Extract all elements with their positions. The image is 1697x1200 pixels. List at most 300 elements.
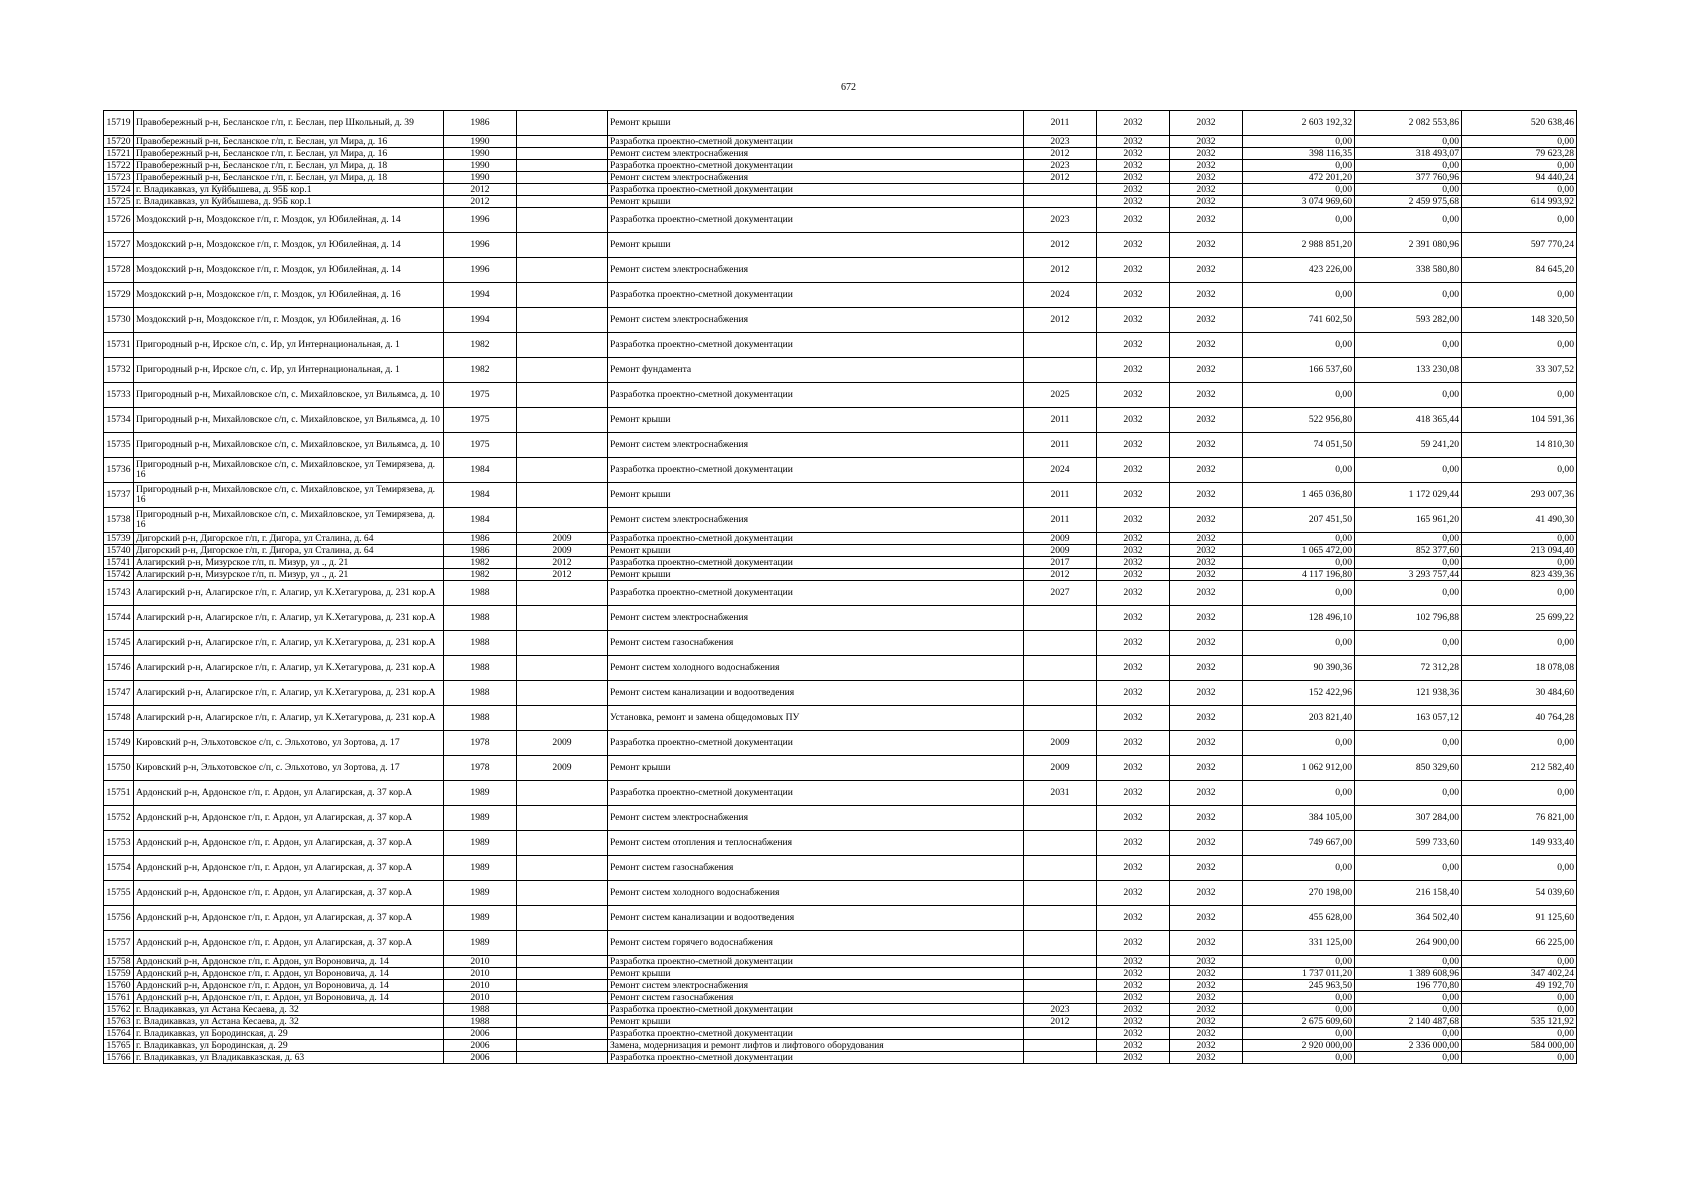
cell-plan-year-to: 2032: [1170, 1004, 1243, 1016]
cell-work-type: Разработка проектно-сметной документации: [608, 383, 1024, 408]
cell-cost-owners: 347 402,24: [1462, 968, 1577, 980]
cell-cost-total: 0,00: [1243, 136, 1355, 148]
cell-address: Ардонский р-н, Ардонское г/п, г. Ардон, ул Алагирская, д. 37 кор.А: [134, 906, 444, 931]
cell-cost-total: 0,00: [1243, 781, 1355, 806]
cell-cost-total: 398 116,35: [1243, 148, 1355, 160]
cell-cost-owners: 213 094,40: [1462, 545, 1577, 557]
cell-work-type: Ремонт систем электроснабжения: [608, 148, 1024, 160]
cell-cost-owners: 0,00: [1462, 283, 1577, 308]
cell-cost-fund: 2 459 975,68: [1355, 196, 1462, 208]
cell-work-type: Разработка проектно-сметной документации: [608, 283, 1024, 308]
cell-address: г. Владикавказ, ул Бородинская, д. 29: [134, 1040, 444, 1052]
cell-year-built: 1984: [444, 508, 517, 533]
cell-record-number: 15764: [104, 1028, 134, 1040]
cell-year-overhaul: [517, 656, 608, 681]
cell-cost-owners: 520 638,46: [1462, 111, 1577, 136]
cell-address: Пригородный р-н, Михайловское с/п, с. Михайловское, ул Темирязева, д. 16: [134, 483, 444, 508]
cell-cost-total: 0,00: [1243, 1028, 1355, 1040]
cell-cost-fund: 0,00: [1355, 1052, 1462, 1064]
cell-plan-year-from: 2032: [1097, 569, 1170, 581]
cell-plan-year-from: 2032: [1097, 408, 1170, 433]
cell-cost-total: 0,00: [1243, 992, 1355, 1004]
table-row: [104, 906, 1577, 931]
cell-cost-owners: 66 225,00: [1462, 931, 1577, 956]
cell-plan-year-from: 2032: [1097, 508, 1170, 533]
cell-record-number: 15743: [104, 581, 134, 606]
cell-cost-total: 0,00: [1243, 731, 1355, 756]
cell-year-previous: 2012: [1024, 148, 1097, 160]
cell-address: Ардонский р-н, Ардонское г/п, г. Ардон, ул Алагирская, д. 37 кор.А: [134, 931, 444, 956]
cell-record-number: 15737: [104, 483, 134, 508]
cell-plan-year-to: 2032: [1170, 308, 1243, 333]
cell-cost-fund: 59 241,20: [1355, 433, 1462, 458]
table-row: [104, 233, 1577, 258]
cell-plan-year-from: 2032: [1097, 136, 1170, 148]
cell-year-previous: [1024, 906, 1097, 931]
cell-plan-year-to: 2032: [1170, 992, 1243, 1004]
cell-plan-year-from: 2032: [1097, 258, 1170, 283]
cell-plan-year-to: 2032: [1170, 383, 1243, 408]
cell-cost-owners: 584 000,00: [1462, 1040, 1577, 1052]
table-row: [104, 992, 1577, 1004]
cell-plan-year-to: 2032: [1170, 533, 1243, 545]
table-row: [104, 569, 1577, 581]
cell-year-built: 1982: [444, 557, 517, 569]
cell-work-type: Разработка проектно-сметной документации: [608, 1028, 1024, 1040]
cell-cost-total: 0,00: [1243, 1004, 1355, 1016]
cell-work-type: Ремонт фундамента: [608, 358, 1024, 383]
cell-record-number: 15753: [104, 831, 134, 856]
cell-cost-total: 4 117 196,80: [1243, 569, 1355, 581]
cell-cost-fund: 196 770,80: [1355, 980, 1462, 992]
cell-record-number: 15726: [104, 208, 134, 233]
cell-cost-owners: 0,00: [1462, 731, 1577, 756]
cell-cost-total: 0,00: [1243, 581, 1355, 606]
cell-year-previous: 2009: [1024, 756, 1097, 781]
cell-year-previous: 2011: [1024, 408, 1097, 433]
cell-year-built: 1996: [444, 208, 517, 233]
cell-work-type: Разработка проектно-сметной документации: [608, 1004, 1024, 1016]
cell-work-type: Ремонт крыши: [608, 233, 1024, 258]
cell-work-type: Ремонт систем электроснабжения: [608, 258, 1024, 283]
cell-year-overhaul: 2009: [517, 533, 608, 545]
cell-cost-fund: 364 502,40: [1355, 906, 1462, 931]
table-row: [104, 856, 1577, 881]
cell-cost-total: 0,00: [1243, 1052, 1355, 1064]
cell-cost-owners: 0,00: [1462, 992, 1577, 1004]
cell-plan-year-from: 2032: [1097, 483, 1170, 508]
table-row: [104, 581, 1577, 606]
table-row: [104, 1004, 1577, 1016]
cell-work-type: Замена, модернизация и ремонт лифтов и лифтового оборудования: [608, 1040, 1024, 1052]
cell-plan-year-from: 2032: [1097, 856, 1170, 881]
cell-plan-year-from: 2032: [1097, 533, 1170, 545]
cell-plan-year-to: 2032: [1170, 333, 1243, 358]
cell-record-number: 15740: [104, 545, 134, 557]
cell-year-overhaul: 2009: [517, 731, 608, 756]
cell-cost-owners: 0,00: [1462, 1004, 1577, 1016]
cell-plan-year-to: 2032: [1170, 881, 1243, 906]
cell-year-previous: 2012: [1024, 1016, 1097, 1028]
table-row: [104, 1040, 1577, 1052]
cell-year-overhaul: [517, 968, 608, 980]
cell-address: Моздокский р-н, Моздокское г/п, г. Моздок, ул Юбилейная, д. 16: [134, 283, 444, 308]
cell-record-number: 15735: [104, 433, 134, 458]
cell-record-number: 15755: [104, 881, 134, 906]
cell-year-overhaul: [517, 881, 608, 906]
cell-cost-owners: 41 490,30: [1462, 508, 1577, 533]
cell-work-type: Ремонт крыши: [608, 483, 1024, 508]
cell-plan-year-from: 2032: [1097, 992, 1170, 1004]
repair-program-table: [103, 110, 1577, 1064]
cell-cost-owners: 0,00: [1462, 383, 1577, 408]
cell-cost-total: 0,00: [1243, 557, 1355, 569]
cell-year-built: 1989: [444, 881, 517, 906]
cell-year-previous: 2011: [1024, 111, 1097, 136]
cell-year-built: 1989: [444, 831, 517, 856]
cell-address: Алагирский р-н, Алагирское г/п, г. Алагир, ул К.Хетагурова, д. 231 кор.А: [134, 656, 444, 681]
cell-year-overhaul: [517, 458, 608, 483]
cell-record-number: 15725: [104, 196, 134, 208]
cell-work-type: Разработка проектно-сметной документации: [608, 333, 1024, 358]
cell-work-type: Разработка проектно-сметной документации: [608, 458, 1024, 483]
cell-year-previous: 2023: [1024, 160, 1097, 172]
cell-year-previous: 2012: [1024, 172, 1097, 184]
cell-year-overhaul: [517, 606, 608, 631]
cell-work-type: Разработка проектно-сметной документации: [608, 557, 1024, 569]
cell-cost-fund: 2 140 487,68: [1355, 1016, 1462, 1028]
cell-record-number: 15733: [104, 383, 134, 408]
cell-plan-year-to: 2032: [1170, 136, 1243, 148]
cell-address: Правобережный р-н, Бесланское г/п, г. Беслан, ул Мира, д. 18: [134, 160, 444, 172]
cell-cost-total: 90 390,36: [1243, 656, 1355, 681]
cell-year-built: 1975: [444, 383, 517, 408]
cell-record-number: 15744: [104, 606, 134, 631]
cell-year-overhaul: [517, 1016, 608, 1028]
cell-cost-total: 1 062 912,00: [1243, 756, 1355, 781]
cell-cost-owners: 0,00: [1462, 1028, 1577, 1040]
cell-record-number: 15734: [104, 408, 134, 433]
cell-address: Моздокский р-н, Моздокское г/п, г. Моздок, ул Юбилейная, д. 14: [134, 208, 444, 233]
cell-plan-year-from: 2032: [1097, 433, 1170, 458]
cell-plan-year-to: 2032: [1170, 956, 1243, 968]
cell-plan-year-to: 2032: [1170, 781, 1243, 806]
cell-cost-fund: 264 900,00: [1355, 931, 1462, 956]
cell-work-type: Ремонт систем газоснабжения: [608, 856, 1024, 881]
cell-year-previous: [1024, 1052, 1097, 1064]
cell-year-built: 2006: [444, 1040, 517, 1052]
cell-cost-total: 203 821,40: [1243, 706, 1355, 731]
cell-record-number: 15751: [104, 781, 134, 806]
cell-record-number: 15721: [104, 148, 134, 160]
cell-cost-owners: 0,00: [1462, 333, 1577, 358]
cell-plan-year-to: 2032: [1170, 111, 1243, 136]
cell-address: г. Владикавказ, ул Бородинская, д. 29: [134, 1028, 444, 1040]
table-row: [104, 408, 1577, 433]
table-row: [104, 172, 1577, 184]
cell-year-built: 1988: [444, 1004, 517, 1016]
cell-cost-owners: 293 007,36: [1462, 483, 1577, 508]
table-row: [104, 184, 1577, 196]
cell-year-overhaul: [517, 508, 608, 533]
cell-work-type: Ремонт систем электроснабжения: [608, 308, 1024, 333]
cell-record-number: 15719: [104, 111, 134, 136]
cell-work-type: Разработка проектно-сметной документации: [608, 731, 1024, 756]
cell-cost-total: 0,00: [1243, 383, 1355, 408]
cell-cost-owners: 76 821,00: [1462, 806, 1577, 831]
cell-plan-year-from: 2032: [1097, 383, 1170, 408]
cell-work-type: Ремонт крыши: [608, 111, 1024, 136]
cell-plan-year-to: 2032: [1170, 681, 1243, 706]
cell-plan-year-from: 2032: [1097, 208, 1170, 233]
cell-year-built: 2012: [444, 196, 517, 208]
cell-year-previous: [1024, 856, 1097, 881]
table-row: [104, 956, 1577, 968]
cell-year-overhaul: [517, 308, 608, 333]
cell-year-built: 1989: [444, 806, 517, 831]
table-row: [104, 731, 1577, 756]
cell-cost-fund: 377 760,96: [1355, 172, 1462, 184]
cell-cost-fund: 850 329,60: [1355, 756, 1462, 781]
cell-year-overhaul: [517, 1028, 608, 1040]
cell-plan-year-to: 2032: [1170, 631, 1243, 656]
cell-address: Правобережный р-н, Бесланское г/п, г. Беслан, ул Мира, д. 18: [134, 172, 444, 184]
cell-plan-year-to: 2032: [1170, 1028, 1243, 1040]
cell-work-type: Ремонт крыши: [608, 196, 1024, 208]
cell-year-built: 1996: [444, 233, 517, 258]
cell-year-overhaul: [517, 172, 608, 184]
table-row: [104, 606, 1577, 631]
cell-cost-fund: 0,00: [1355, 956, 1462, 968]
cell-year-overhaul: [517, 433, 608, 458]
cell-plan-year-to: 2032: [1170, 508, 1243, 533]
table-row: [104, 483, 1577, 508]
cell-year-built: 1986: [444, 533, 517, 545]
cell-year-previous: [1024, 980, 1097, 992]
cell-plan-year-from: 2032: [1097, 1016, 1170, 1028]
cell-year-overhaul: [517, 1004, 608, 1016]
cell-record-number: 15747: [104, 681, 134, 706]
cell-year-overhaul: [517, 1040, 608, 1052]
cell-year-built: 2012: [444, 184, 517, 196]
cell-cost-fund: 1 172 029,44: [1355, 483, 1462, 508]
cell-year-overhaul: [517, 631, 608, 656]
cell-record-number: 15722: [104, 160, 134, 172]
cell-year-built: 1982: [444, 358, 517, 383]
table-row: [104, 333, 1577, 358]
cell-work-type: Ремонт крыши: [608, 569, 1024, 581]
cell-record-number: 15760: [104, 980, 134, 992]
table-row: [104, 980, 1577, 992]
cell-cost-total: 74 051,50: [1243, 433, 1355, 458]
cell-year-overhaul: [517, 148, 608, 160]
cell-cost-total: 3 074 969,60: [1243, 196, 1355, 208]
cell-cost-total: 0,00: [1243, 160, 1355, 172]
cell-year-overhaul: [517, 906, 608, 931]
cell-year-previous: 2009: [1024, 545, 1097, 557]
cell-year-previous: [1024, 333, 1097, 358]
cell-cost-fund: 318 493,07: [1355, 148, 1462, 160]
cell-year-previous: [1024, 956, 1097, 968]
cell-year-overhaul: [517, 111, 608, 136]
cell-year-previous: [1024, 968, 1097, 980]
cell-year-overhaul: 2009: [517, 545, 608, 557]
cell-cost-owners: 0,00: [1462, 956, 1577, 968]
cell-address: Ардонский р-н, Ардонское г/п, г. Ардон, ул Алагирская, д. 37 кор.А: [134, 781, 444, 806]
cell-cost-fund: 307 284,00: [1355, 806, 1462, 831]
cell-cost-fund: 0,00: [1355, 160, 1462, 172]
cell-plan-year-from: 2032: [1097, 831, 1170, 856]
cell-cost-fund: 0,00: [1355, 383, 1462, 408]
cell-address: Моздокский р-н, Моздокское г/п, г. Моздок, ул Юбилейная, д. 16: [134, 308, 444, 333]
cell-plan-year-to: 2032: [1170, 283, 1243, 308]
cell-year-previous: 2031: [1024, 781, 1097, 806]
cell-address: г. Владикавказ, ул Куйбышева, д. 95Б кор.1: [134, 196, 444, 208]
cell-plan-year-to: 2032: [1170, 581, 1243, 606]
cell-address: г. Владикавказ, ул Владикавказская, д. 63: [134, 1052, 444, 1064]
cell-address: Пригородный р-н, Михайловское с/п, с. Михайловское, ул Темирязева, д. 16: [134, 458, 444, 483]
cell-cost-total: 2 920 000,00: [1243, 1040, 1355, 1052]
cell-year-built: 1984: [444, 483, 517, 508]
cell-record-number: 15756: [104, 906, 134, 931]
cell-cost-owners: 18 078,08: [1462, 656, 1577, 681]
cell-work-type: Ремонт систем электроснабжения: [608, 806, 1024, 831]
table-row: [104, 781, 1577, 806]
cell-cost-owners: 49 192,70: [1462, 980, 1577, 992]
cell-plan-year-to: 2032: [1170, 706, 1243, 731]
cell-plan-year-from: 2032: [1097, 283, 1170, 308]
cell-plan-year-from: 2032: [1097, 706, 1170, 731]
cell-year-previous: 2009: [1024, 533, 1097, 545]
cell-plan-year-from: 2032: [1097, 956, 1170, 968]
cell-cost-fund: 599 733,60: [1355, 831, 1462, 856]
cell-address: Алагирский р-н, Мизурское г/п, п. Мизур, ул ., д. 21: [134, 557, 444, 569]
cell-cost-total: 472 201,20: [1243, 172, 1355, 184]
cell-cost-owners: 0,00: [1462, 856, 1577, 881]
cell-plan-year-to: 2032: [1170, 208, 1243, 233]
cell-cost-fund: 3 293 757,44: [1355, 569, 1462, 581]
cell-work-type: Разработка проектно-сметной документации: [608, 533, 1024, 545]
cell-plan-year-to: 2032: [1170, 148, 1243, 160]
cell-cost-fund: 1 389 608,96: [1355, 968, 1462, 980]
cell-record-number: 15727: [104, 233, 134, 258]
cell-year-overhaul: [517, 681, 608, 706]
cell-year-overhaul: [517, 333, 608, 358]
cell-address: Алагирский р-н, Алагирское г/п, г. Алагир, ул К.Хетагурова, д. 231 кор.А: [134, 681, 444, 706]
cell-plan-year-from: 2032: [1097, 931, 1170, 956]
table-row: [104, 756, 1577, 781]
cell-year-built: 1989: [444, 856, 517, 881]
cell-cost-total: 522 956,80: [1243, 408, 1355, 433]
cell-cost-total: 128 496,10: [1243, 606, 1355, 631]
cell-year-built: 2006: [444, 1052, 517, 1064]
cell-plan-year-to: 2032: [1170, 906, 1243, 931]
cell-work-type: Ремонт систем электроснабжения: [608, 980, 1024, 992]
cell-year-previous: [1024, 681, 1097, 706]
cell-plan-year-from: 2032: [1097, 308, 1170, 333]
cell-work-type: Ремонт систем холодного водоснабжения: [608, 881, 1024, 906]
table-row: [104, 508, 1577, 533]
cell-year-overhaul: [517, 196, 608, 208]
cell-year-overhaul: 2012: [517, 569, 608, 581]
cell-cost-total: 2 675 609,60: [1243, 1016, 1355, 1028]
cell-year-overhaul: [517, 483, 608, 508]
cell-cost-total: 423 226,00: [1243, 258, 1355, 283]
cell-work-type: Ремонт систем отопления и теплоснабжения: [608, 831, 1024, 856]
cell-year-previous: [1024, 1040, 1097, 1052]
cell-cost-fund: 0,00: [1355, 1004, 1462, 1016]
cell-record-number: 15745: [104, 631, 134, 656]
cell-year-built: 1996: [444, 258, 517, 283]
cell-cost-total: 1 737 011,20: [1243, 968, 1355, 980]
cell-cost-owners: 614 993,92: [1462, 196, 1577, 208]
cell-cost-fund: 593 282,00: [1355, 308, 1462, 333]
cell-work-type: Ремонт систем электроснабжения: [608, 606, 1024, 631]
cell-address: г. Владикавказ, ул Астана Кесаева, д. 32: [134, 1004, 444, 1016]
cell-plan-year-from: 2032: [1097, 681, 1170, 706]
cell-plan-year-from: 2032: [1097, 968, 1170, 980]
cell-plan-year-to: 2032: [1170, 545, 1243, 557]
cell-year-overhaul: [517, 980, 608, 992]
cell-year-overhaul: [517, 283, 608, 308]
cell-address: Пригородный р-н, Михайловское с/п, с. Михайловское, ул Темирязева, д. 16: [134, 508, 444, 533]
cell-address: Алагирский р-н, Алагирское г/п, г. Алагир, ул К.Хетагурова, д. 231 кор.А: [134, 581, 444, 606]
cell-record-number: 15759: [104, 968, 134, 980]
cell-plan-year-from: 2032: [1097, 111, 1170, 136]
cell-year-previous: [1024, 931, 1097, 956]
cell-year-previous: [1024, 1028, 1097, 1040]
cell-cost-total: 0,00: [1243, 333, 1355, 358]
cell-cost-fund: 0,00: [1355, 557, 1462, 569]
cell-cost-owners: 148 320,50: [1462, 308, 1577, 333]
cell-record-number: 15731: [104, 333, 134, 358]
table-row: [104, 656, 1577, 681]
cell-year-overhaul: [517, 581, 608, 606]
cell-cost-owners: 0,00: [1462, 160, 1577, 172]
table-row: [104, 806, 1577, 831]
cell-year-overhaul: [517, 258, 608, 283]
cell-cost-total: 0,00: [1243, 458, 1355, 483]
cell-plan-year-to: 2032: [1170, 1040, 1243, 1052]
cell-cost-owners: 0,00: [1462, 136, 1577, 148]
cell-cost-owners: 535 121,92: [1462, 1016, 1577, 1028]
cell-year-previous: [1024, 992, 1097, 1004]
cell-work-type: Ремонт крыши: [608, 968, 1024, 980]
cell-cost-total: 331 125,00: [1243, 931, 1355, 956]
cell-cost-owners: 25 699,22: [1462, 606, 1577, 631]
cell-record-number: 15748: [104, 706, 134, 731]
cell-year-overhaul: [517, 931, 608, 956]
cell-year-built: 2010: [444, 992, 517, 1004]
cell-plan-year-to: 2032: [1170, 980, 1243, 992]
table-row: [104, 831, 1577, 856]
cell-cost-fund: 2 336 000,00: [1355, 1040, 1462, 1052]
cell-year-built: 2006: [444, 1028, 517, 1040]
cell-address: г. Владикавказ, ул Астана Кесаева, д. 32: [134, 1016, 444, 1028]
cell-year-overhaul: [517, 136, 608, 148]
cell-work-type: Разработка проектно-сметной документации: [608, 160, 1024, 172]
cell-year-previous: 2023: [1024, 208, 1097, 233]
cell-work-type: Ремонт систем холодного водоснабжения: [608, 656, 1024, 681]
cell-work-type: Разработка проектно-сметной документации: [608, 208, 1024, 233]
cell-record-number: 15738: [104, 508, 134, 533]
cell-cost-fund: 0,00: [1355, 533, 1462, 545]
cell-year-built: 2010: [444, 956, 517, 968]
cell-year-previous: 2012: [1024, 308, 1097, 333]
cell-plan-year-to: 2032: [1170, 258, 1243, 283]
cell-plan-year-from: 2032: [1097, 184, 1170, 196]
cell-year-overhaul: [517, 806, 608, 831]
